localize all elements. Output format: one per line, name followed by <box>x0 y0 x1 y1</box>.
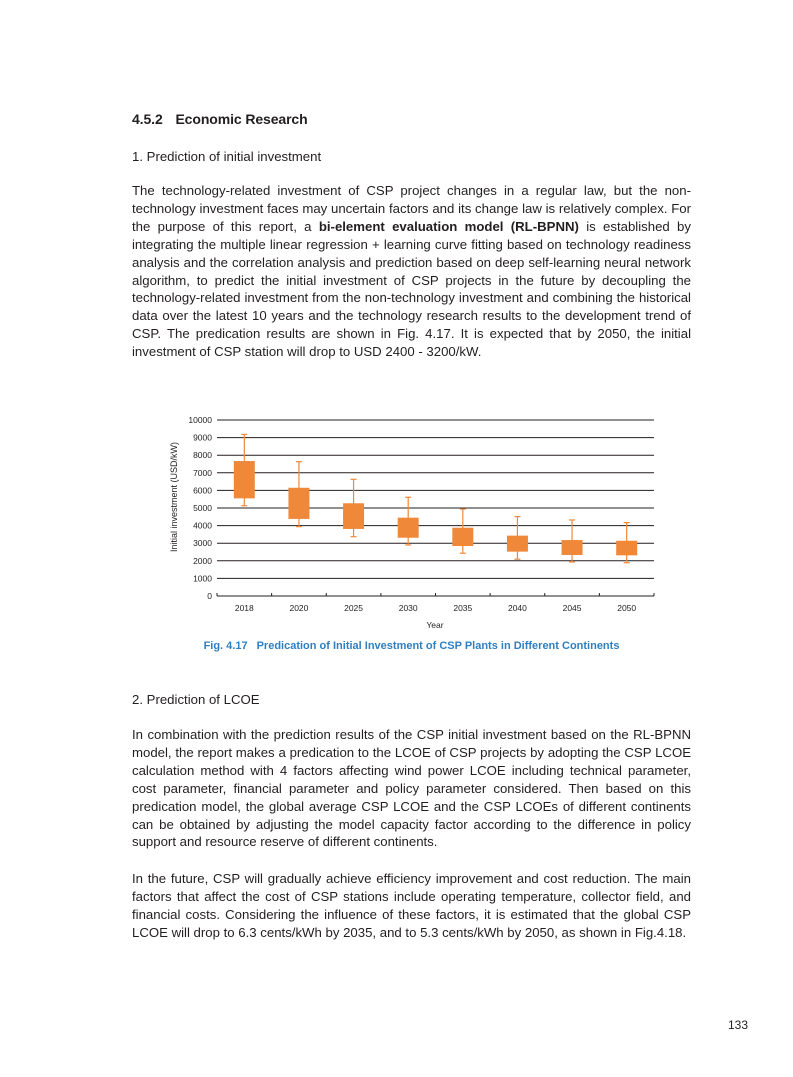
y-axis-tick-labels <box>188 415 212 601</box>
subsection-heading-investment: 1. Prediction of initial investment <box>132 149 322 164</box>
figure-caption <box>0 640 793 652</box>
y-tick-label: 2000 <box>193 555 212 566</box>
y-tick-label: 7000 <box>193 467 212 478</box>
y-axis-label: Initial investment (USD/kW) <box>169 441 179 553</box>
model-name-bold: bi-element evaluation model (RL-BPNN) <box>318 218 579 234</box>
y-tick-label: 6000 <box>193 485 212 496</box>
box-2018 <box>234 434 255 505</box>
x-tick-label: 2025 <box>344 603 364 613</box>
x-tick-label: 2030 <box>398 603 418 613</box>
x-tick-label: 2035 <box>453 603 473 613</box>
x-tick-label: 2050 <box>617 603 637 613</box>
box-2035 <box>452 509 473 553</box>
x-tick-label: 2020 <box>289 603 309 613</box>
section-heading <box>132 111 308 127</box>
x-tick-label: 2040 <box>507 603 527 613</box>
figure-number: Fig. 4.17 <box>203 640 248 652</box>
section-title: Economic Research <box>175 111 308 127</box>
y-tick-label: 5000 <box>193 503 212 513</box>
y-tick-label: 10000 <box>188 415 212 425</box>
section-number: 4.5.2 <box>132 111 163 127</box>
x-tick-label: 2018 <box>234 603 254 613</box>
y-tick-label: 8000 <box>193 450 212 461</box>
box-plot-chart <box>0 400 793 640</box>
x-axis-label: Year <box>426 620 444 630</box>
paragraph-lcoe-forecast: In the future, CSP will gradually achieve efficiency improvement and cost reduction. The main factors that affect the cost of CSP stations include operating temperature, collector field, and financial costs. Considering the influence of these factors, it is estimated that the global CSP LCOE will drop to 6.3 cents/kWh by 2035, and to 5.3 cents/kWh by 2050, as shown in Fig.4.18. <box>132 871 691 940</box>
y-tick-label: 0 <box>207 591 212 601</box>
chart-gridlines <box>217 420 654 578</box>
box-2050 <box>616 523 637 563</box>
box-2030 <box>398 497 419 545</box>
y-tick-label: 3000 <box>193 538 212 549</box>
x-axis <box>217 593 654 613</box>
box-2025 <box>343 479 364 536</box>
x-tick-label: 2045 <box>562 603 582 613</box>
y-tick-label: 9000 <box>193 432 212 443</box>
y-tick-label: 1000 <box>193 573 212 584</box>
subsection-heading-lcoe: 2. Prediction of LCOE <box>132 692 260 707</box>
y-tick-label: 4000 <box>193 520 212 531</box>
paragraph-lcoe-method: In combination with the prediction results of the CSP initial investment based on the RL-BPNN model, the report makes a predication to the LCOE of CSP projects by adopting the CSP LCOE calculation method with 4 factors affecting wind power LCOE including technical parameter, cost parameter, financial parameter and policy parameter considered. Then based on this predication model, the global average CSP LCOE and the CSP LCOEs of different continents can be obtained by adjusting the model capacity factor according to the difference in policy support and resource reserve of different continents. <box>132 727 691 850</box>
box-2045 <box>562 520 583 562</box>
box-2040 <box>507 517 528 560</box>
box-2020 <box>288 462 309 527</box>
figure-caption-text: Predication of Initial Investment of CSP Plants in Different Continents <box>256 640 620 652</box>
page-number: 133 <box>728 1018 749 1032</box>
paragraph-investment: The technology-related investment of CSP project changes in a regular law, but the non-technology investment faces may uncertain factors and its change law is relatively complex. For the purpose of this report, a bi-element evaluation model (RL-BPNN) is established by integrating the multiple linear regression + learning curve fitting based on technology readiness analysis and the correlation analysis and prediction based on deep self-learning neural network algorithm, to predict the initial investment of CSP projects in the future by decoupling the technology-related investment from the non-technology investment and combining the historical data over the latest 10 years and the technology research results to the development trend of CSP. The predication results are shown in Fig. 4.17. It is expected that by 2050, the initial investment of CSP station will drop to USD 2400 - 3200/kW. <box>132 183 691 360</box>
